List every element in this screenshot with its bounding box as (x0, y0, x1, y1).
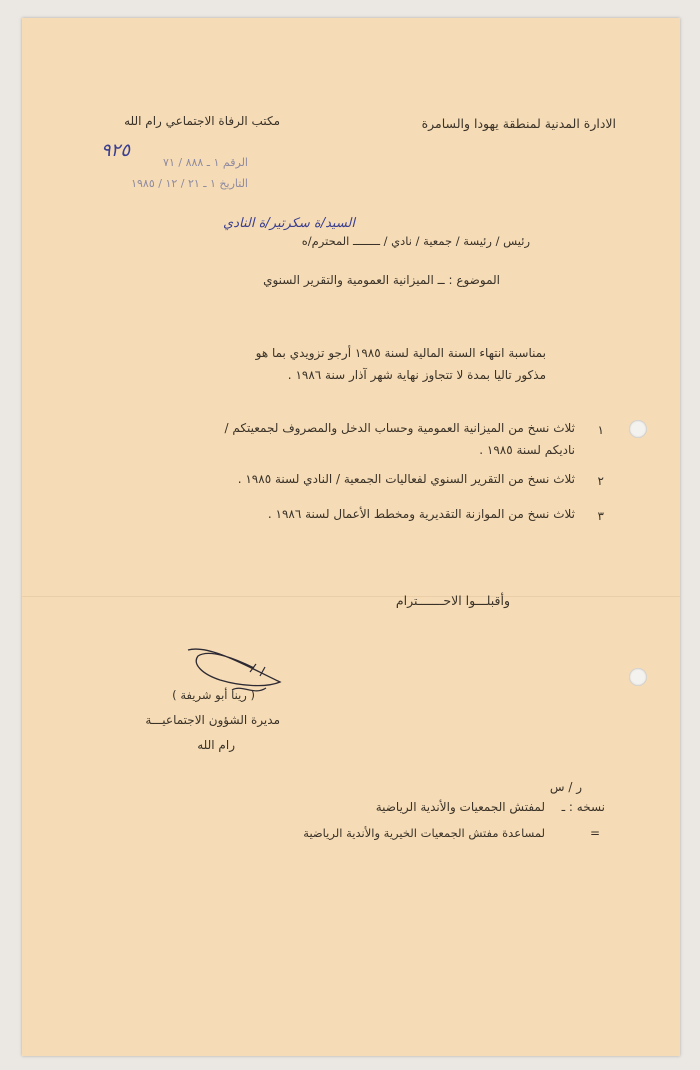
signatory-place: رام الله (197, 738, 235, 752)
item-1-line-2: ناديكم لسنة ١٩٨٥ . (479, 443, 575, 457)
header-right-org: الادارة المدنية لمنطقة يهودا والسامرة (421, 116, 616, 131)
copy-recipient-2: لمساعدة مفتش الجمعيات الخيرية والأندية الرياضية (303, 826, 545, 840)
copy-recipient-1: لمفتش الجمعيات والأندية الرياضية (375, 800, 545, 814)
body-line-2: مذكور تاليا بمدة لا تتجاوز نهاية شهر آذار سنة ١٩٨٦ . (287, 368, 546, 382)
document-page (22, 18, 680, 1056)
item-1-line-1: ثلاث نسخ من الميزانية العمومية وحساب الدخل والمصروف لجمعيتكم / (224, 421, 575, 435)
item-number: ١ (597, 423, 604, 437)
reference-initials: ر / س (549, 780, 582, 794)
reg-number-line: الرقم ١ ـ ٨٨٨ / ٧١ (163, 156, 248, 169)
punch-hole-lower (629, 668, 647, 686)
copy-2-marker: = (589, 826, 600, 840)
item-number: ٣ (597, 509, 604, 523)
addressee-line: رئيس / رئيسة / جمعية / نادي / ــــــــ المحترم/ه (301, 234, 530, 248)
copy-label: نسخه : ـ (561, 800, 605, 814)
subject-line: الموضوع : ــ الميزانية العمومية والتقرير السنوي (263, 273, 500, 287)
item-number: ٢ (597, 474, 604, 488)
reg-date-line: التاريخ ١ ـ ٢١ / ١٢ / ١٩٨٥ (131, 177, 248, 190)
paper-fold (22, 596, 680, 597)
punch-hole-upper (629, 420, 647, 438)
closing-line: وأقبلـــوا الاحـــــــترام (395, 593, 510, 608)
handwritten-reg-number: ٩٢٥ (100, 140, 130, 161)
item-2-line-1: ثلاث نسخ من التقرير السنوي لفعاليات الجمعية / النادي لسنة ١٩٨٥ . (237, 472, 575, 486)
header-left-office: مكتب الرفاة الاجتماعي رام الله (124, 114, 280, 128)
signatory-title: مديرة الشؤون الاجتماعيـــة (145, 713, 280, 727)
signatory-name: ( رينا أبو شريفة ) (172, 688, 255, 702)
handwritten-addressee: السيد/ة سكرتير/ة النادي (223, 216, 355, 231)
item-3-line-1: ثلاث نسخ من الموازنة التقديرية ومخطط الأعمال لسنة ١٩٨٦ . (267, 507, 575, 521)
body-line-1: بمناسبة انتهاء السنة المالية لسنة ١٩٨٥ أرجو تزويدي بما هو (255, 346, 546, 360)
